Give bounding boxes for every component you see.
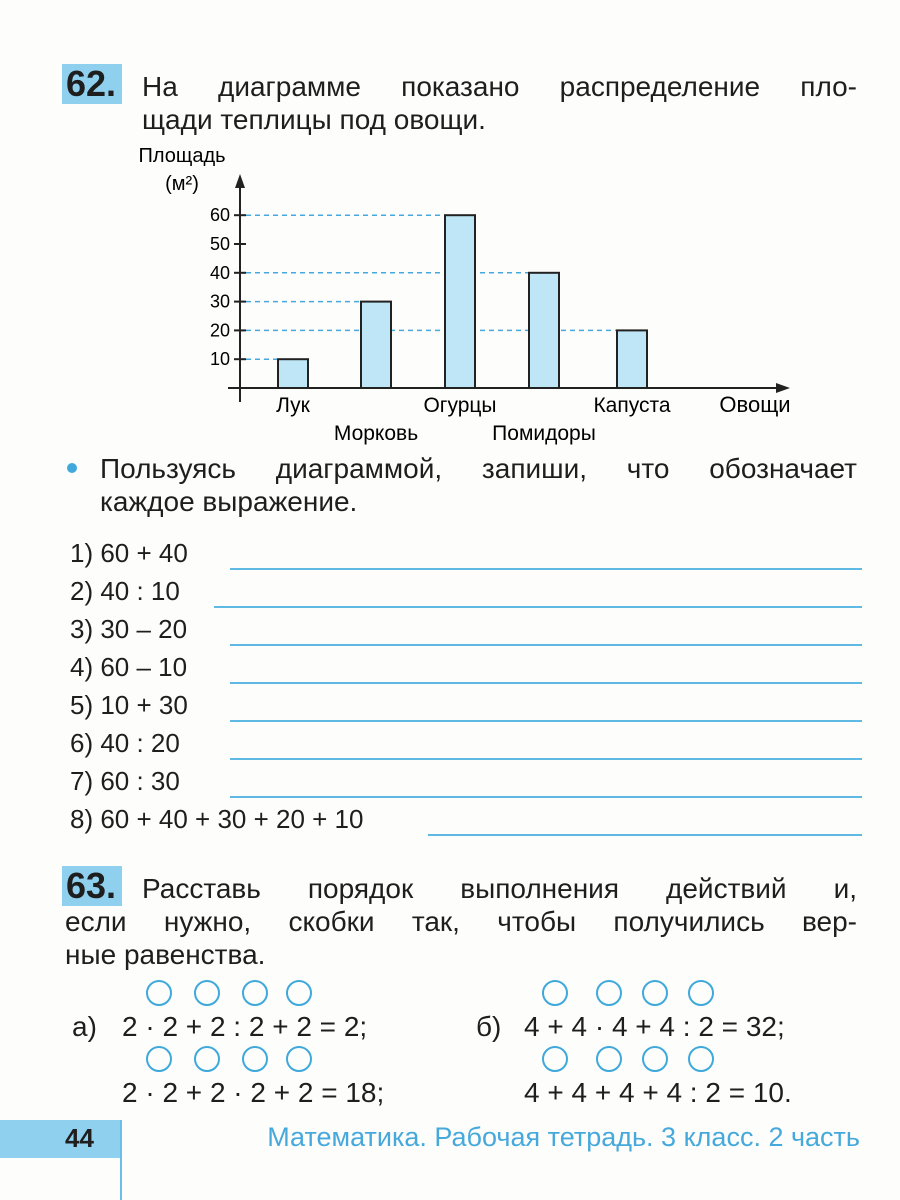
bar <box>617 330 647 388</box>
y-tick-label: 20 <box>209 320 230 341</box>
task-63-text-line: если нужно, скобки так, чтобы получились вер- <box>65 906 857 937</box>
order-circle[interactable] <box>688 1046 714 1072</box>
order-circle[interactable] <box>596 1046 622 1072</box>
bar <box>278 359 308 388</box>
expression-text: 2) 40 : 10 <box>70 576 180 606</box>
equation-b1: 4 + 4 · 4 + 4 : 2 = 32; <box>524 1011 785 1042</box>
answer-line[interactable] <box>230 568 862 570</box>
y-tick-label: 60 <box>209 205 230 226</box>
y-tick-label: 10 <box>209 349 230 370</box>
answer-line[interactable] <box>230 720 862 722</box>
equation-a2: 2 · 2 + 2 · 2 + 2 = 18; <box>122 1077 385 1108</box>
expression-text: 6) 40 : 20 <box>70 728 180 758</box>
answer-line[interactable] <box>230 796 862 798</box>
order-circle[interactable] <box>242 980 268 1006</box>
expression-text: 5) 10 + 30 <box>70 690 188 720</box>
bar <box>445 215 475 388</box>
category-label: Морковь <box>333 422 419 445</box>
order-circle[interactable] <box>286 1046 312 1072</box>
y-tick-label: 50 <box>209 234 230 254</box>
task-62-number: 62. <box>62 64 122 104</box>
order-circle[interactable] <box>688 980 714 1006</box>
order-circle[interactable] <box>642 1046 668 1072</box>
bar-chart <box>0 0 900 460</box>
task-62-text-line: На диаграмме показано распределение пло- <box>142 71 857 102</box>
expression-text: 3) 30 – 20 <box>70 614 188 644</box>
y-axis-label: Площадь <box>138 145 226 167</box>
order-circle[interactable] <box>642 980 668 1006</box>
order-circle[interactable] <box>242 1046 268 1072</box>
instruction-line: Пользуясь диаграммой, запиши, что обозначает <box>100 453 857 484</box>
book-title: Математика. Рабочая тетрадь. 3 класс. 2 часть <box>267 1122 860 1152</box>
bar <box>529 273 559 388</box>
expression-text: 4) 60 – 10 <box>70 652 188 682</box>
task-62-text-line: щади теплицы под овощи. <box>142 104 486 135</box>
order-circle[interactable] <box>542 1046 568 1072</box>
task-63-text-line: Расставь порядок выполнения действий и, <box>142 873 857 904</box>
task-63-text-line: ные равенства. <box>65 939 266 970</box>
answer-line[interactable] <box>230 682 862 684</box>
task-63-number: 63. <box>62 866 122 906</box>
page-number: 44 <box>65 1123 94 1153</box>
page-number-bar <box>0 1120 122 1158</box>
order-circle[interactable] <box>596 980 622 1006</box>
part-b-label: б) <box>476 1011 502 1042</box>
order-circle[interactable] <box>194 980 220 1006</box>
expression-text: 1) 60 + 40 <box>70 538 188 568</box>
category-label: Огурцы <box>423 394 497 417</box>
y-axis-unit: (м²) <box>165 173 199 195</box>
order-circle[interactable] <box>146 1046 172 1072</box>
y-tick-label: 40 <box>209 262 230 283</box>
order-circle[interactable] <box>542 980 568 1006</box>
answer-line[interactable] <box>428 834 862 836</box>
y-axis-arrow <box>235 174 245 188</box>
equation-a1: 2 · 2 + 2 : 2 + 2 = 2; <box>122 1011 368 1042</box>
order-circle[interactable] <box>146 980 172 1006</box>
x-axis-label: Овощи <box>719 392 791 417</box>
bar <box>361 302 391 388</box>
instruction-line: каждое выражение. <box>100 486 358 517</box>
task-62-instruction <box>100 452 857 522</box>
order-circle[interactable] <box>286 980 312 1006</box>
equation-b2: 4 + 4 + 4 + 4 : 2 = 10. <box>524 1077 792 1108</box>
expression-text: 7) 60 : 30 <box>70 766 180 796</box>
bullet-marker <box>67 463 77 473</box>
y-tick-label: 30 <box>209 291 230 312</box>
answer-line[interactable] <box>230 644 862 646</box>
category-label: Капуста <box>593 394 671 417</box>
category-label: Лук <box>276 394 310 417</box>
order-circle[interactable] <box>194 1046 220 1072</box>
category-label: Помидоры <box>492 422 596 445</box>
expression-text: 8) 60 + 40 + 30 + 20 + 10 <box>70 804 364 834</box>
answer-line[interactable] <box>214 606 862 608</box>
answer-line[interactable] <box>230 758 862 760</box>
part-a-label: а) <box>72 1011 97 1042</box>
margin-line <box>120 1120 122 1200</box>
